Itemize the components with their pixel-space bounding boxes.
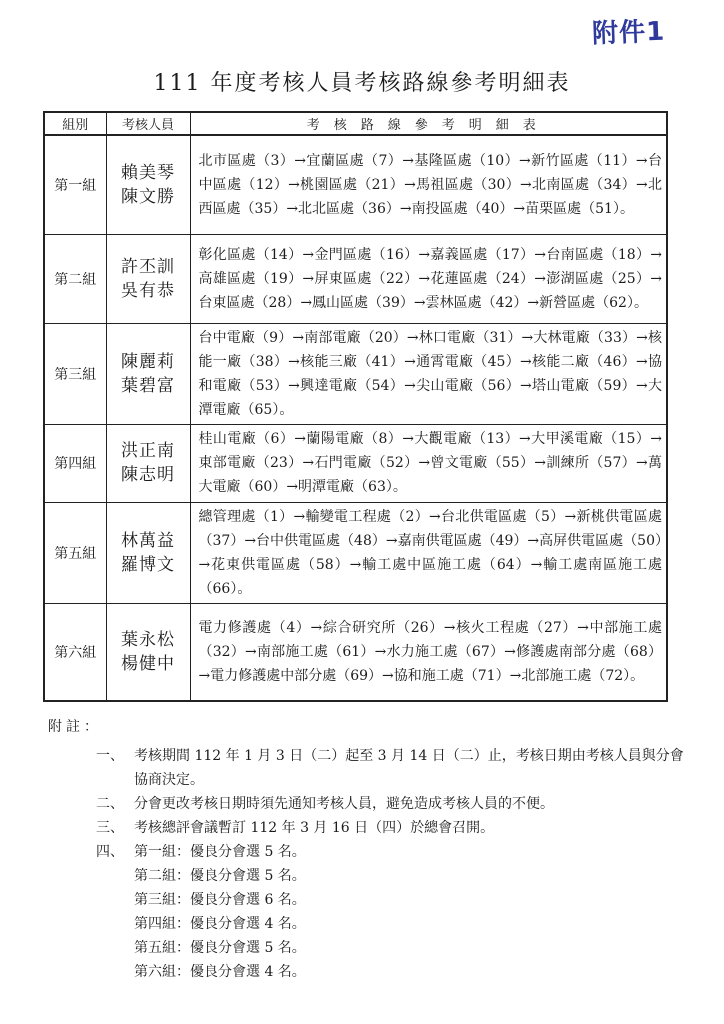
note-text: 分會更改考核日期時須先通知考核人員，避免造成考核人員的不便。 bbox=[134, 796, 554, 812]
note-text: 考核總評會議暫訂 112 年 3 月 16 日（四）於總會召開。 bbox=[134, 820, 495, 836]
table-row bbox=[44, 424, 667, 502]
quota-list bbox=[134, 840, 688, 984]
header-examiners: 考核人員 bbox=[106, 112, 190, 135]
note-number: 二、 bbox=[96, 796, 124, 812]
examiner-name: 賴美琴 bbox=[121, 162, 175, 183]
header-group: 組別 bbox=[44, 112, 106, 135]
examiner-name: 羅博文 bbox=[121, 554, 175, 575]
note-number: 四、 bbox=[96, 844, 124, 860]
notes-label: 附註： bbox=[48, 719, 102, 735]
quota-line: 第五組：優良分會選 5 名。 bbox=[134, 940, 306, 956]
examiners-cell bbox=[106, 323, 190, 424]
header-route: 考核路線參考明細表 bbox=[190, 112, 667, 135]
attachment-stamp: 附件1 bbox=[591, 16, 666, 50]
examiner-name: 陳志明 bbox=[121, 465, 175, 485]
examiner-name: 陳文勝 bbox=[121, 186, 175, 207]
route-cell: 彰化區處（14）→金門區處（16）→嘉義區處（17）→台南區處（18）→高雄區處（19）→屏東區處（22）→花蓮區處（24）→澎湖區處（25）→台東區處（28）→鳳山區處（39）→雲林區處（42）→新營區處（62）。 bbox=[190, 234, 667, 323]
examiners-cell bbox=[106, 603, 190, 701]
table-row bbox=[44, 603, 667, 701]
examiner-name: 葉碧富 bbox=[121, 375, 175, 396]
route-cell: 總管理處（1）→輸變電工程處（2）→台北供電區處（5）→新桃供電區處（37）→台中供電區處（48）→嘉南供電區處（49）→高屏供電區處（50）→花東供電區處（58）→輸工處中區施工處（64）→輸工處南區施工處（66）。 bbox=[190, 502, 667, 603]
table-header-row bbox=[44, 112, 667, 135]
examiner-name: 葉永松 bbox=[121, 629, 175, 650]
examiner-name: 洪正南 bbox=[121, 441, 175, 461]
examiners-cell bbox=[106, 135, 190, 234]
table-row bbox=[44, 135, 667, 234]
note-number: 一、 bbox=[96, 748, 124, 764]
route-cell: 電力修護處（4）→綜合研究所（26）→核火工程處（27）→中部施工處（32）→南部施工處（61）→水力施工處（67）→修護處南部分處（68）→電力修護處中部分處（69）→協和施工處（71）→北部施工處（72）。 bbox=[190, 603, 667, 701]
group-cell: 第四組 bbox=[44, 424, 106, 502]
note-text: 考核期間 112 年 1 月 3 日（二）起至 3 月 14 日（二）止，考核日期由考核人員與分會協商決定。 bbox=[134, 748, 684, 788]
examiner-name: 陳麗莉 bbox=[121, 351, 175, 372]
examiners-cell bbox=[106, 424, 190, 502]
route-cell: 北市區處（3）→宜蘭區處（7）→基隆區處（10）→新竹區處（11）→台中區處（12）→桃園區處（21）→馬祖區處（30）→北南區處（34）→北西區處（35）→北北區處（36）→南投區處（40）→苗栗區處（51）。 bbox=[190, 135, 667, 234]
table-row bbox=[44, 323, 667, 424]
examiner-name: 林萬益 bbox=[121, 530, 175, 551]
examiners-cell bbox=[106, 234, 190, 323]
examiners-cell bbox=[106, 502, 190, 603]
route-cell: 台中電廠（9）→南部電廠（20）→林口電廠（31）→大林電廠（33）→核能一廠（38）→核能三廠（41）→通霄電廠（45）→核能二廠（46）→協和電廠（53）→興達電廠（54）→尖山電廠（56）→塔山電廠（59）→大潭電廠（65）。 bbox=[190, 323, 667, 424]
examiner-name: 楊健中 bbox=[121, 653, 175, 674]
note-item bbox=[48, 792, 688, 816]
quota-line: 第二組：優良分會選 5 名。 bbox=[134, 868, 306, 884]
note-item bbox=[48, 816, 688, 840]
group-cell: 第六組 bbox=[44, 603, 106, 701]
examiner-name: 吳有恭 bbox=[121, 280, 175, 301]
group-cell: 第三組 bbox=[44, 323, 106, 424]
route-table bbox=[43, 111, 668, 702]
quota-line: 第三組：優良分會選 6 名。 bbox=[134, 892, 306, 908]
examiner-name: 許丕訓 bbox=[121, 256, 175, 277]
quota-line: 第六組：優良分會選 4 名。 bbox=[134, 964, 306, 980]
note-item-quotas bbox=[48, 840, 688, 984]
note-item bbox=[48, 744, 688, 792]
note-number: 三、 bbox=[96, 820, 124, 836]
group-cell: 第二組 bbox=[44, 234, 106, 323]
group-cell: 第一組 bbox=[44, 135, 106, 234]
table-row bbox=[44, 234, 667, 323]
quota-line: 第四組：優良分會選 4 名。 bbox=[134, 916, 306, 932]
page-title: 111 年度考核人員考核路線參考明細表 bbox=[153, 71, 571, 96]
notes-section bbox=[48, 716, 688, 984]
quota-line: 第一組：優良分會選 5 名。 bbox=[134, 844, 306, 860]
table-row bbox=[44, 502, 667, 603]
route-cell: 桂山電廠（6）→蘭陽電廠（8）→大觀電廠（13）→大甲溪電廠（15）→東部電廠（23）→石門電廠（52）→曾文電廠（55）→訓練所（57）→萬大電廠（60）→明潭電廠（63）。 bbox=[190, 424, 667, 502]
group-cell: 第五組 bbox=[44, 502, 106, 603]
